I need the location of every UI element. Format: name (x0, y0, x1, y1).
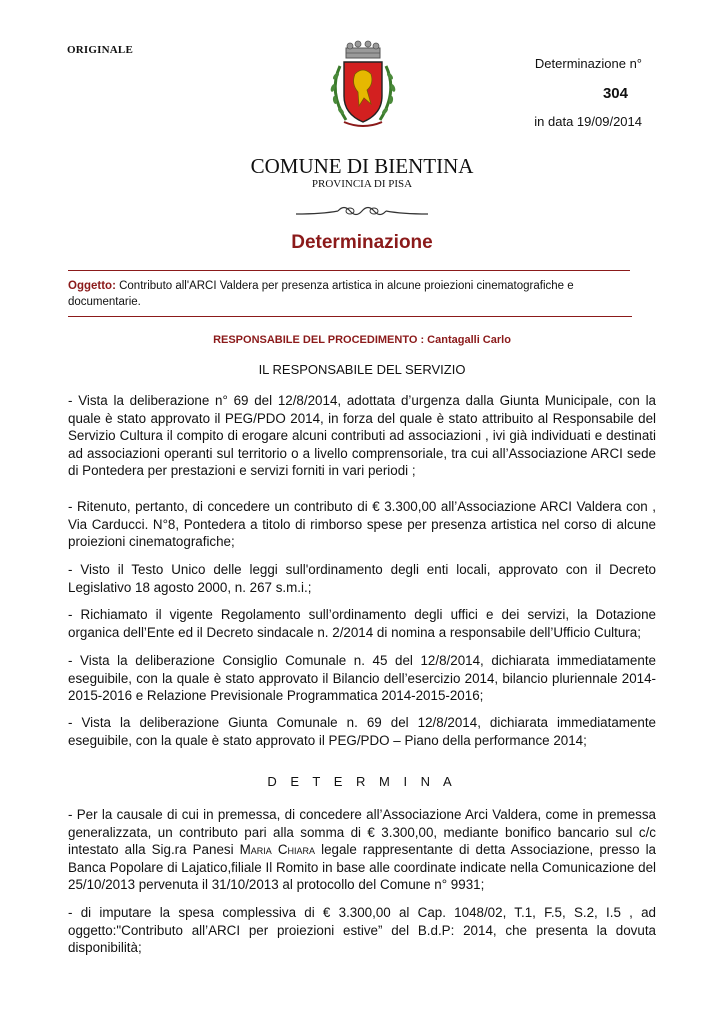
divider-bottom (68, 316, 632, 317)
determinazione-info (472, 56, 642, 129)
oggetto-label: Oggetto: (68, 280, 116, 292)
dispositivo-text: - Per la causale di cui in premessa, di concedere all’Associazione Arci Valdera, come in premessa generalizzata, un contributo pari alla somma di € 3.300,00, mediante bonifico bancario sul c/c intestato alla Sig.ra Panesi (68, 807, 656, 858)
comune-name: COMUNE DI BIENTINA (250, 154, 474, 178)
premessa-paragraph: - Richiamato il vigente Regolamento sull’ordinamento degli uffici e dei servizi, la Dotazione organica dell’Ente ed il Decreto sindacale n. 2/2014 di nomina a responsabile dell’Ufficio Cultura; (68, 607, 656, 640)
dispositivo-text: legale rappresentante di detta Associazione, presso la Banca Popolare di Lajatico,filiale Il Romito in base alle coordinate indicate nella Comunicazione del 25/10/2013 pervenuta il 31/10/2013 al protocollo del Comune n° 9931; (68, 842, 656, 893)
determinazione-label: Determinazione n° (534, 56, 642, 71)
oggetto (68, 278, 628, 310)
divider-top (68, 270, 630, 271)
responsabile-procedimento: RESPONSABILE DEL PROCEDIMENTO : Cantagalli Carlo (213, 334, 511, 346)
premessa-paragraph: - Visto il Testo Unico delle leggi sull'ordinamento degli enti locali, approvato con il Decreto Legislativo 18 agosto 2000, n. 267 s.m.i.; (68, 562, 656, 595)
premessa-paragraph: - Ritenuto, pertanto, di concedere un contributo di € 3.300,00 all’Associazione ARCI Valdera con , Via Carducci. N°8, Pontedera a titolo di rimborso spese per presenza artistica nel corso di alcune proiezioni cinematografiche; (68, 499, 656, 550)
premessa-paragraph: - Vista la deliberazione Consiglio Comunale n. 45 del 12/8/2014, dichiarata immediatamente eseguibile, con la quale è stato approvato il Bilancio dell’esercizio 2014, bilancio pluriennale 2014-2015-2016 e Relazione Previsionale Programmatica 2014-2015-2016; (68, 653, 656, 704)
determina-heading: D E T E R M I N A (267, 774, 457, 789)
ornament-flourish-icon (292, 200, 432, 222)
responsabile-servizio-heading: IL RESPONSABILE DEL SERVIZIO (258, 362, 466, 377)
legal-representative-name: Maria Chiara (239, 842, 316, 858)
premessa-paragraph: - Vista la deliberazione n° 69 del 12/8/2014, adottata d’urgenza dalla Giunta Municipale, con la quale è stato approvato il PEG/PDO 2014, in forza del quale è stato attribuito al Responsabile del Servizio Cultura il compito di erogare alcuni contributi ad associazioni , ivi già individuati e destinati ad associazioni operanti sul territorio o a livello comprensoriale, tra cui all’Associazione ARCI sede di Pontedera per prestazioni e servizi forniti in vari periodi ; (68, 393, 656, 479)
originale-stamp: ORIGINALE (67, 44, 133, 56)
provincia-name: PROVINCIA DI PISA (311, 178, 413, 190)
determinazione-number: 304 (602, 85, 628, 102)
coat-of-arms-icon (322, 40, 404, 132)
determinazione-date: in data 19/09/2014 (534, 114, 642, 129)
dispositivo-paragraph (68, 806, 656, 894)
dispositivo-paragraph: - di imputare la spesa complessiva di € 3.300,00 al Cap. 1048/02, T.1, F.5, S.2, I.5 , ad oggetto:"Contributo all’ARCI per proiezioni estive” del B.d.P: 2014, che presenta la dovuta disponibilità; (68, 905, 656, 956)
premessa-paragraph: - Vista la deliberazione Giunta Comunale n. 69 del 12/8/2014, dichiarata immediatamente eseguibile, con la quale è stato approvato il PEG/PDO – Piano della performance 2014; (68, 715, 656, 748)
oggetto-text: Contributo all'ARCI Valdera per presenza artistica in alcune proiezioni cinematografiche e documentarie. (68, 280, 574, 308)
document-title: Determinazione (291, 232, 433, 253)
